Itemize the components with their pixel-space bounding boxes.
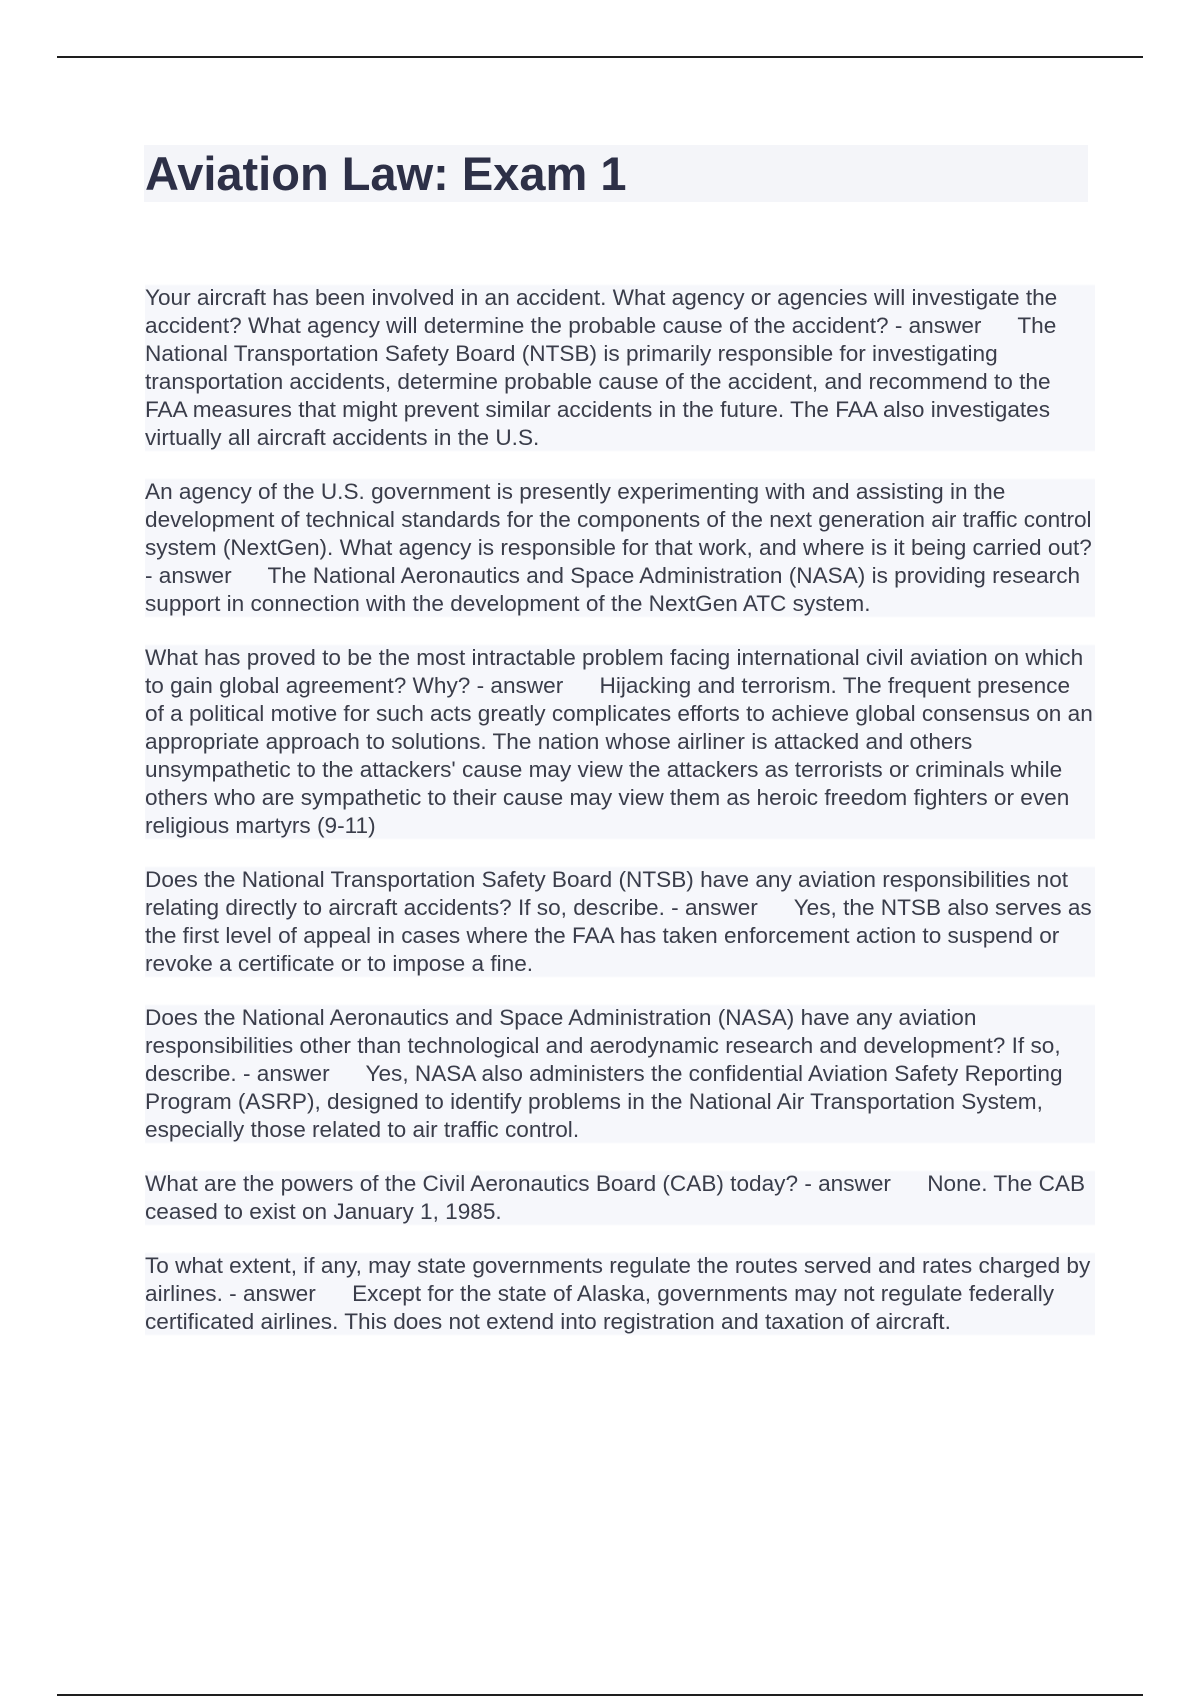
qa-item bbox=[145, 1004, 1095, 1144]
question-text: Your aircraft has been involved in an accident. What agency or agencies will investigate the accident? What agency will determine the probable cause of the accident? bbox=[145, 285, 1058, 338]
question-text: Does the National Transportation Safety Board (NTSB) have any aviation responsibilities not relating directly to aircraft accidents? If so, describe. bbox=[145, 867, 1069, 920]
question-text: Does the National Aeronautics and Space Administration (NASA) have any aviation responsibilities other than technological and aerodynamic research and development? If so, describe. bbox=[145, 1005, 1061, 1086]
answer-text: The National Transportation Safety Board (NTSB) is primarily responsible for investigating transportation accidents, determine probable cause of the accident, and recommend to the FAA measures that might prevent similar accidents in the future. The FAA also investigates virtually all aircraft accidents in the U.S. bbox=[145, 313, 1057, 450]
answer-separator: - answer bbox=[229, 1281, 316, 1306]
answer-text: Yes, NASA also administers the confidential Aviation Safety Reporting Program (ASRP), designed to identify problems in the National Air Transportation System, especially those related to air traffic control. bbox=[145, 1061, 1063, 1142]
answer-separator: - answer bbox=[145, 563, 232, 588]
top-rule bbox=[57, 56, 1143, 58]
answer-separator: - answer bbox=[476, 673, 564, 698]
answer-separator: - answer bbox=[894, 313, 982, 338]
answer-separator: - answer bbox=[804, 1171, 891, 1196]
qa-item bbox=[145, 644, 1095, 840]
question-text: An agency of the U.S. government is presently experimenting with and assisting in the development of technical standards for the components of the next generation air traffic control system (NextGen). What agency is responsible for that work, and where is it being carried out? bbox=[145, 479, 1092, 560]
question-text: What has proved to be the most intractable problem facing international civil aviation on which to gain global agreement? Why? bbox=[145, 645, 1084, 698]
answer-text: Hijacking and terrorism. The frequent presence of a political motive for such acts greatly complicates efforts to achieve global consensus on an appropriate approach to solutions. The nation whose airliner is attacked and others unsympathetic to the attackers' cause may view the attackers as terrorists or criminals while others who are sympathetic to their cause may view them as heroic freedom fighters or even religious martyrs (9-11) bbox=[145, 673, 1093, 838]
answer-separator: - answer bbox=[242, 1061, 330, 1086]
qa-item bbox=[145, 1252, 1095, 1336]
qa-item bbox=[145, 866, 1095, 978]
document-title: Aviation Law: Exam 1 bbox=[145, 147, 627, 200]
answer-text: Except for the state of Alaska, governments may not regulate federally certificated airlines. This does not extend into registration and taxation of aircraft. bbox=[145, 1281, 1055, 1334]
answer-text: None. The CAB ceased to exist on January 1, 1985. bbox=[145, 1171, 1086, 1224]
answer-separator: - answer bbox=[671, 895, 758, 920]
qa-item bbox=[145, 284, 1095, 452]
question-answer-list bbox=[145, 284, 1095, 1362]
bottom-rule bbox=[57, 1694, 1143, 1696]
qa-item bbox=[145, 478, 1095, 618]
question-text: What are the powers of the Civil Aeronautics Board (CAB) today? bbox=[145, 1171, 799, 1196]
answer-text: The National Aeronautics and Space Administration (NASA) is providing research support in connection with the development of the NextGen ATC system. bbox=[145, 563, 1081, 616]
qa-item bbox=[145, 1170, 1095, 1226]
answer-text: Yes, the NTSB also serves as the first level of appeal in cases where the FAA has taken enforcement action to suspend or revoke a certificate or to impose a fine. bbox=[145, 895, 1092, 976]
question-text: To what extent, if any, may state governments regulate the routes served and rates charged by airlines. bbox=[145, 1253, 1091, 1306]
